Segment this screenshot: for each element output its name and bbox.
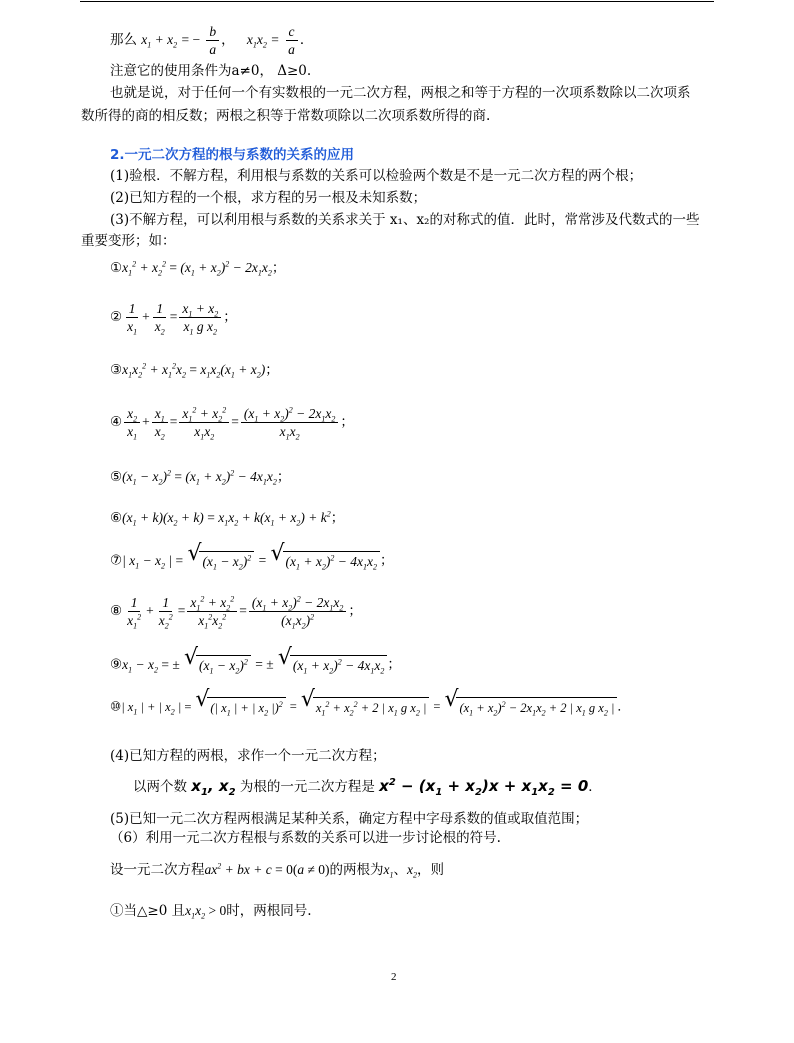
formula-10: ⑩| $x_1$ | + | $x_2$ | = √ (| $x_1$ | + | $x_2$ |)$^2$ = √ $x_1^2 + x_2^2 + 2$ | $x_1$ g $x_2$ | = √ $(x_1 + x_2)^2 - 2x_1x_2 + 2$ | $x_1$ g $x_2$ | ． (110, 687, 630, 718)
formula-4: ④ $\frac{x_2}{x_1}$ + $\frac{x_1}{x_2}$ = $\frac{x_1^2 + x_2^2}{x_1x_2}$ = $\frac{(x_1 + x_2)^2 - 2x_1x_2}{x_1x_2}$ ； (110, 405, 354, 442)
item-4: (4)已知方程的两根，求作一个一元二次方程； (110, 748, 386, 764)
explanation-line-2: 数所得的商的相反数；两根之积等于常数项除以二次项系数所得的商. (81, 108, 491, 124)
item-1: (1)验根．不解方程，利用根与系数的关系可以检验两个数是不是一元二次方程的两个根； (110, 168, 643, 184)
formula-6: $⑥(x_1 + k)(x_2 + k) = x_1x_2 + k(x_1 + x_2) + k^2$； (110, 509, 345, 528)
section-title: 2.一元二次方程的根与系数的关系的应用 (110, 147, 355, 163)
setup-line: 设一元二次方程$ax^2$ + bx + c = 0(a ≠ 0)的两根为$x_1$、$x_2$，则 (110, 861, 444, 880)
formula-3: $③x_1x_2^2 + x_1^2x_2 = x_1x_2(x_1 + x_2)$； (110, 361, 279, 380)
formula-2: ② $\frac{1}{x_1}$ + $\frac{1}{x_2}$ = $\frac{x_1 + x_2}{x_1 g x_2}$ ； (110, 301, 237, 337)
formula-7: ⑦| $x_1 - x_2$ | = √ $(x_1 - x_2)^2$ = √ $(x_1 + x_2)^2 - 4x_1x_2$ ； (110, 541, 394, 572)
formula-8: ⑧ $\frac{1}{x_1^2}$ + $\frac{1}{x_2^2}$ = $\frac{x_1^2 + x_2^2}{x_1^2x_2^2}$ = $\frac{(x_1 + x_2)^2 - 2x_1x_2}{(x_1x_2)^2}$ ； (110, 594, 362, 631)
item-4-detail: 以两个数 $x_1$, $x_2$ 为根的一元二次方程是 $x^2 - (x_1 + x_2)x + x_1x_2 = 0$． (133, 777, 602, 798)
usage-condition: 注意它的使用条件为a≠0， Δ≥0. (110, 63, 312, 79)
item-5: (5)已知一元二次方程两根满足某种关系，确定方程中字母系数的值或取值范围； (110, 811, 589, 827)
formula-1: $①x_1^2 + x_2^2 = (x_1 + x_2)^2 - 2x_1x_2$； (110, 259, 286, 278)
header-rule (80, 1, 714, 2)
item-3-line-2: 重要变形；如： (81, 233, 176, 249)
vieta-formula-line: 那么 $x_1 + x_2$ = − $\frac{b}{a}$ ， $x_1x_2$ = $\frac{c}{a}$ ． (110, 24, 314, 57)
page-number: 2 (391, 971, 397, 983)
fraction-c-over-a: $\frac{c}{a}$ (285, 23, 298, 58)
explanation-line-1: 也就是说，对于任何一个有实数根的一元二次方程，两根之和等于方程的一次项系数除以二次项系 (110, 85, 691, 101)
item-3-line-1: (3)不解方程，可以利用根与系数的关系求关于 x₁、x₂的对称式的值．此时，常常涉及代数式的一些 (110, 212, 700, 228)
case-1: ①当△≥0 且$x_1x_2 > 0$时，两根同号. (110, 903, 312, 921)
item-6: （6）利用一元二次方程根与系数的关系可以进一步讨论根的符号. (110, 830, 501, 846)
item-2: (2)已知方程的一个根，求方程的另一根及未知系数； (110, 190, 427, 206)
formula-9: $⑨x_1 - x_2$ = ± √ $(x_1 - x_2)^2$ = ± √ $(x_1 + x_2)^2 - 4x_1x_2$ ； (110, 645, 401, 676)
fraction-b-over-a: $\frac{b}{a}$ (206, 23, 219, 58)
formula-5: $⑤(x_1 - x_2)^2 = (x_1 + x_2)^2 - 4x_1x_2$； (110, 468, 291, 487)
